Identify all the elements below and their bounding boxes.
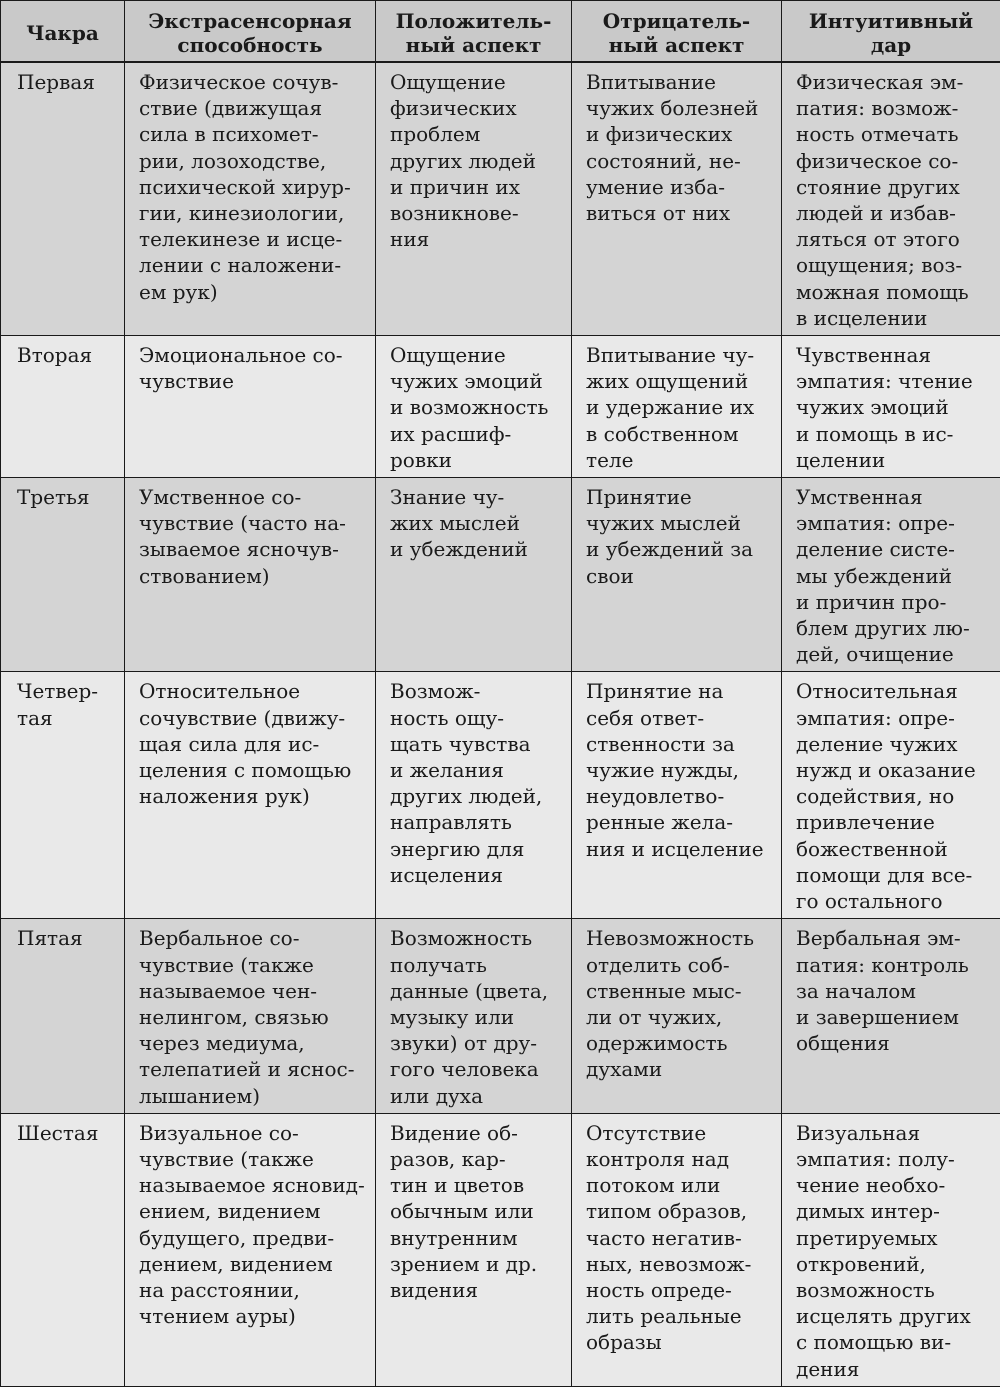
table-row [1,62,1000,336]
ability-cell: Вербальное со- чувствие (также называемое чен- нелингом, связью через медиума, телепатией и яснос- лышанием) [125,919,376,1113]
ability-cell: Визуальное со- чувствие (также называемое ясновид- ением, видением будущего, предви- дением, видением на расстоянии, чтением ауры) [125,1113,376,1386]
negative-cell: Принятие чужих мыслей и убеждений за свои [572,478,782,672]
positive-cell: Знание чу- жих мыслей и убеждений [376,478,572,672]
chakra-cell: Вторая [1,336,125,478]
table-row [1,919,1000,1113]
header-ability: Экстрасенсорная способность [125,1,376,63]
chakra-cell: Третья [1,478,125,672]
header-positive: Положитель- ный аспект [376,1,572,63]
table-row [1,336,1000,478]
header-chakra: Чакра [1,1,125,63]
table-row [1,1113,1000,1386]
positive-cell: Возмож- ность ощу- щать чувства и желания других людей, направлять энергию для исцеления [376,672,572,919]
chakra-cell: Шестая [1,1113,125,1386]
header-row [1,1,1000,63]
gift-cell: Визуальная эмпатия: полу- чение необхо- димых интер- претируемых откровений, возможность исцелять других с помощью ви- дения [782,1113,1000,1386]
gift-cell: Вербальная эм- патия: контроль за началом и завершением общения [782,919,1000,1113]
header-negative: Отрицатель- ный аспект [572,1,782,63]
ability-cell: Относительное сочувствие (движу- щая сила для ис- целения с помощью наложения рук) [125,672,376,919]
ability-cell: Эмоциональное со- чувствие [125,336,376,478]
positive-cell: Видение об- разов, кар- тин и цветов обычным или внутренним зрением и др. видения [376,1113,572,1386]
chakra-cell: Пятая [1,919,125,1113]
negative-cell: Впитывание чужих болезней и физических состояний, не- умение изба- виться от них [572,62,782,336]
positive-cell: Ощущение физических проблем других людей и причин их возникнове- ния [376,62,572,336]
table-body [1,62,1000,1386]
table-row [1,672,1000,919]
chakra-cell: Первая [1,62,125,336]
negative-cell: Принятие на себя ответ- ственности за чужие нужды, неудовлетво- ренные жела- ния и исцеление [572,672,782,919]
gift-cell: Чувственная эмпатия: чтение чужих эмоций и помощь в ис- целении [782,336,1000,478]
gift-cell: Относительная эмпатия: опре- деление чужих нужд и оказание содействия, но привлечение божественной помощи для все- го остального [782,672,1000,919]
ability-cell: Умственное со- чувствие (часто на- зываемое ясночув- ствованием) [125,478,376,672]
table-row [1,478,1000,672]
chakra-cell: Четвер- тая [1,672,125,919]
table-header [1,1,1000,63]
negative-cell: Невозможность отделить соб- ственные мыс- ли от чужих, одержимость духами [572,919,782,1113]
gift-cell: Умственная эмпатия: опре- деление систе- мы убеждений и причин про- блем других лю- дей, очищение [782,478,1000,672]
negative-cell: Отсутствие контроля над потоком или типом образов, часто негатив- ных, невозмож- ность опреде- лить реальные образы [572,1113,782,1386]
gift-cell: Физическая эм- патия: возмож- ность отмечать физическое со- стояние других людей и избав- ляться от этого ощущения; воз- можная помощь в исцелении [782,62,1000,336]
positive-cell: Ощущение чужих эмоций и возможность их расшиф- ровки [376,336,572,478]
negative-cell: Впитывание чу- жих ощущений и удержание их в собственном теле [572,336,782,478]
positive-cell: Возможность получать данные (цвета, музыку или звуки) от дру- гого человека или духа [376,919,572,1113]
header-gift: Интуитивный дар [782,1,1000,63]
ability-cell: Физическое сочув- ствие (движущая сила в психомет- рии, лозоходстве, психической хирур- гии, кинезиологии, телекинезе и исце- лении с наложени- ем рук) [125,62,376,336]
